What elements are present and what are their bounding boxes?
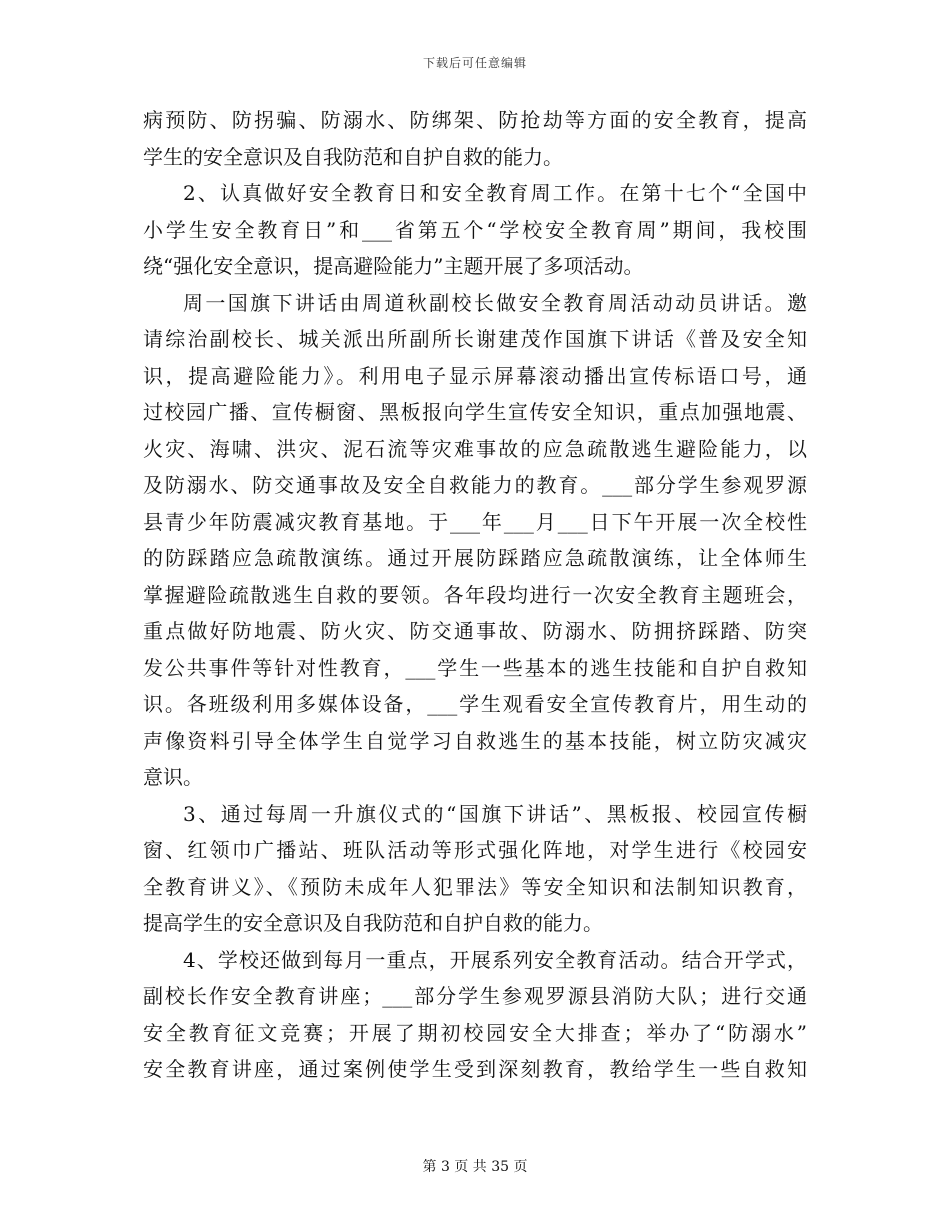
- text-line: 2、认真做好安全教育日和安全教育周工作。在第十七个“全国中: [183, 181, 807, 205]
- text-line: 安全教育征文竞赛；开展了期初校园安全大排查；举办了“防溺水”: [143, 1020, 807, 1045]
- text-line: 及防溺水、防交通事故及安全自救能力的教育。___部分学生参观罗源: [143, 473, 807, 497]
- text-line: 掌握避险疏散逃生自救的要领。各年段均进行一次安全教育主题班会，: [143, 582, 807, 607]
- text-line: 小学生安全教育日”和___省第五个“学校安全教育周”期间，我校围: [143, 217, 807, 242]
- text-line: 声像资料引导全体学生自觉学习自救逃生的基本技能，树立防灾减灾: [143, 728, 807, 753]
- text-line: 周一国旗下讲话由周道秋副校长做安全教育周活动动员讲话。邀: [183, 290, 807, 315]
- text-line: 副校长作安全教育讲座；___部分学生参观罗源县消防大队；进行交通: [143, 984, 807, 1008]
- text-line: 3、通过每周一升旗仪式的“国旗下讲话”、黑板报、校园宣传橱: [183, 801, 807, 826]
- text-line: 请综治副校长、城关派出所副所长谢建茂作国旗下讲话《普及安全知: [143, 327, 807, 351]
- text-line: 意识。: [143, 765, 203, 789]
- text-line: 全教育讲义》、《预防未成年人犯罪法》等安全知识和法制知识教育，: [143, 874, 807, 899]
- text-line: 提高学生的安全意识及自我防范和自护自救的能力。: [143, 911, 603, 935]
- text-line: 4、学校还做到每月一重点，开展系列安全教育活动。结合开学式，: [183, 947, 807, 972]
- text-line: 学生的安全意识及自我防范和自护自救的能力。: [143, 144, 563, 169]
- text-line: 绕“强化安全意识，提高避险能力”主题开展了多项活动。: [143, 254, 644, 278]
- text-line: 重点做好防地震、防火灾、防交通事故、防溺水、防拥挤踩踏、防突: [143, 619, 807, 643]
- text-line: 的防踩踏应急疏散演练。通过开展防踩踏应急疏散演练，让全体师生: [143, 546, 807, 570]
- text-line: 病预防、防拐骗、防溺水、防绑架、防抢劫等方面的安全教育，提高: [143, 108, 807, 132]
- text-line: 过校园广播、宣传橱窗、黑板报向学生宣传安全知识，重点加强地震、: [143, 400, 807, 424]
- text-line: 火灾、海啸、洪灾、泥石流等灾难事故的应急疏散逃生避险能力，以: [143, 436, 807, 461]
- page-number: 第 3 页 共 35 页: [422, 1159, 528, 1175]
- document-body: [143, 102, 807, 1088]
- text-line: 安全教育讲座，通过案例使学生受到深刻教育，教给学生一些自救知: [143, 1057, 807, 1081]
- text-line: 县青少年防震减灾教育基地。于___年___月___日下午开展一次全校性: [143, 509, 807, 534]
- page-header-note: 下载后可任意编辑: [422, 56, 527, 70]
- text-line: 窗、红领巾广播站、班队活动等形式强化阵地，对学生进行《校园安: [143, 838, 807, 862]
- text-line: 识，提高避险能力》。利用电子显示屏幕滚动播出宣传标语口号，通: [143, 363, 807, 388]
- text-line: 识。各班级利用多媒体设备，___学生观看安全宣传教育片，用生动的: [143, 692, 807, 716]
- text-line: 发公共事件等针对性教育，___学生一些基本的逃生技能和自护自救知: [143, 655, 807, 680]
